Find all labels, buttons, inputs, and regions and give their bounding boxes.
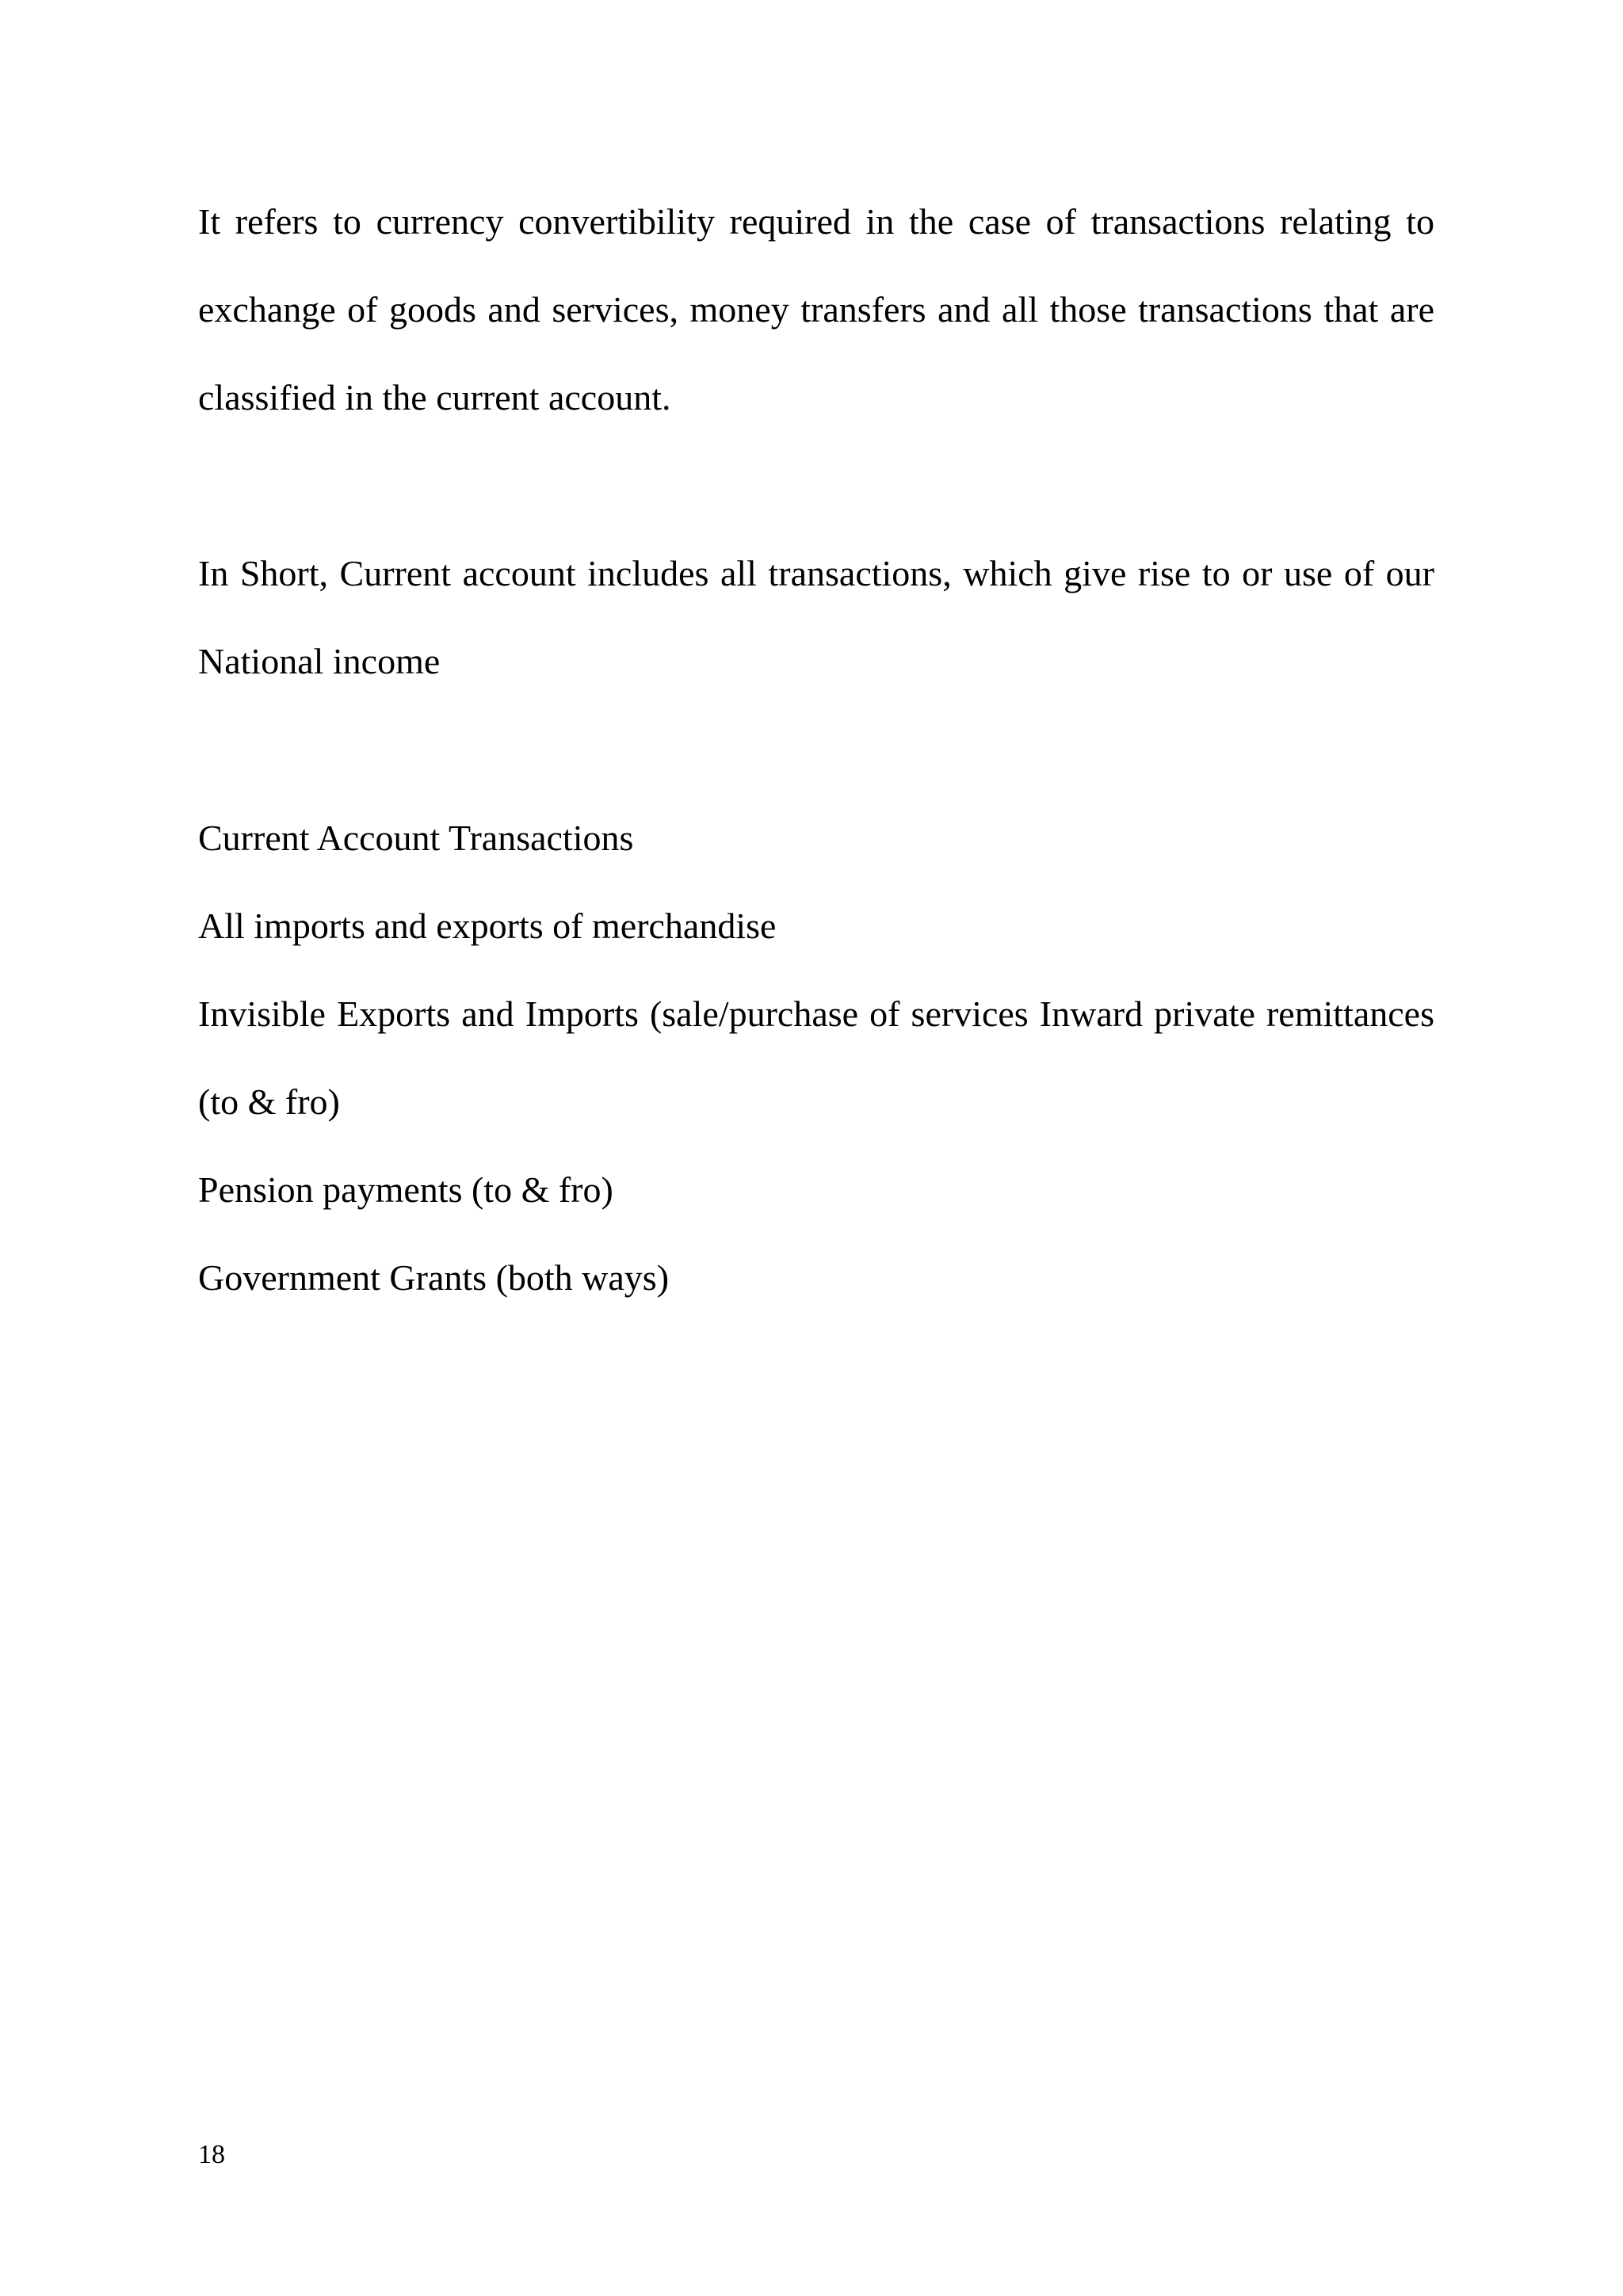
list-item: Invisible Exports and Imports (sale/purchase of services Inward private remittances (to & fro) [198, 994, 1434, 1122]
paragraph-currency-convertibility [198, 177, 1434, 441]
list-item: All imports and exports of merchandise [198, 906, 777, 946]
paragraph-text: In Short, Current account includes all transactions, which give rise to or use of our National income [198, 553, 1434, 681]
paragraph-current-account-summary [198, 529, 1434, 705]
list-item: Pension payments (to & fro) [198, 1169, 613, 1210]
page-number: 18 [198, 2140, 225, 2169]
list-item: Government Grants (both ways) [198, 1257, 670, 1298]
current-account-transactions-section [198, 794, 1434, 1322]
paragraph-text: It refers to currency convertibility required in the case of transactions relating to exchange of goods and services, money transfers and all those transactions that are classified in the current account. [198, 201, 1434, 418]
section-heading: Current Account Transactions [198, 818, 634, 858]
